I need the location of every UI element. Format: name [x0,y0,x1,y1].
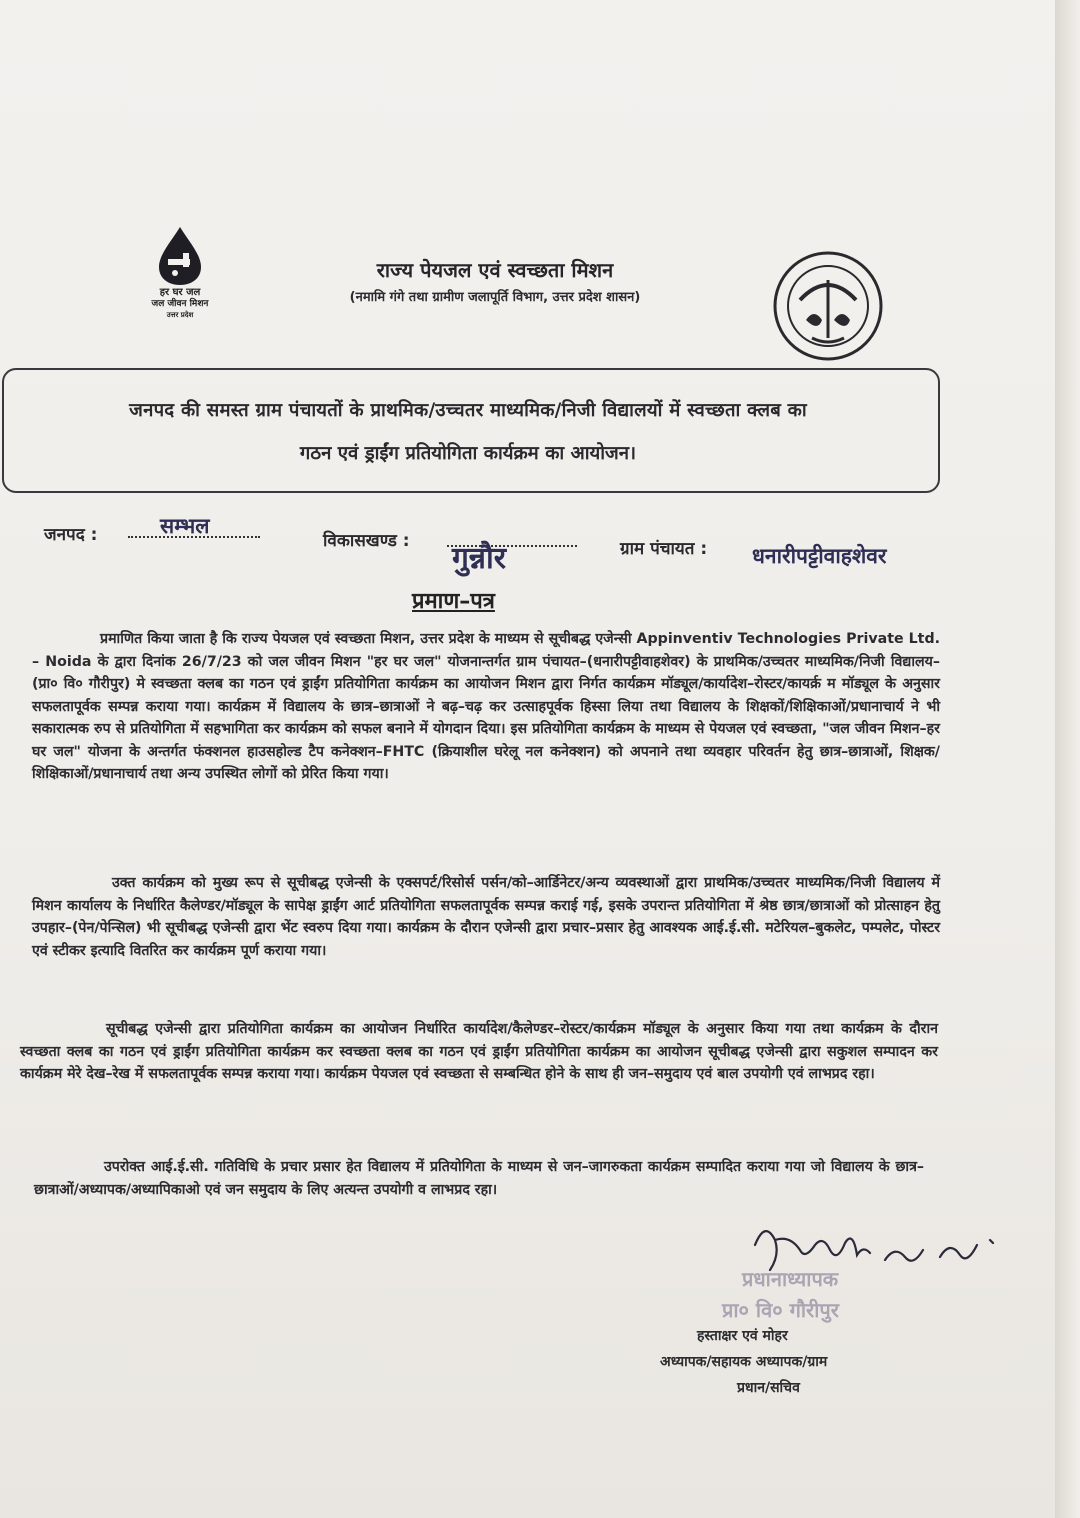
gram-panchayat-value: धनारीपट्टीवाहशेवर [752,543,887,568]
gram-panchayat-label: ग्राम पंचायत : [620,539,708,559]
janpad-value: सम्भल [160,513,210,538]
body-paragraph-1: प्रमाणित किया जाता है कि राज्य पेयजल एवं स्वच्छता मिशन, उत्तर प्रदेश के माध्यम से सूचीबद्ध एजेन्सी Appinventiv Technologies Private Ltd. – Noida के द्वारा दिनांक 26/7/23 को जल जीवन मिशन "हर घर जल" योजनान्तर्गत ग्राम पंचायत–(धनारीपट्टीवाहशेवर) के प्राथमिक/उच्चतर माध्यमिक/निजी विद्यालय–(प्रा० वि० गौरीपुर) मे स्वच्छता क्लब का गठन एवं ड्राईंग प्रतियोगिता कार्यक्रम का आयोजन मिशन द्वारा निर्गत कार्यक्रम मॉड्यूल/कार्यादेश–रोस्टर/कायर्क्र म मॉड्यूल के अनुसार सफलतापूर्वक सम्पन्न कराया गया। कार्यक्रम में विद्यालय के छात्र–छात्राओं ने बढ़–चढ़ कर उत्साहपूर्वक हिस्सा लिया तथा विद्यालय के शिक्षकों/शिक्षिकाओं/प्रधानाचार्य ने भी सकारात्मक रुप से प्रतियोगिता में सहभागिता कर कार्यक्रम को सफल बनाने में योगदान दिया। इस प्रतियोगिता कार्यक्रम के माध्यम से पेयजल एवं स्वच्छता, "जल जीवन मिशन–हर घर जल" योजना के अन्तर्गत फंक्शनल हाउसहोल्ड टैप कनेक्शन–FHTC (क्रियाशील घरेलू नल कनेक्शन) को अपनाने तथा व्यवहार परिवर्तन हेतु छात्र–छात्राओं, शिक्षक/शिक्षिकाओं/प्रधानाचार्य तथा अन्य उपस्थित लोगों को प्रेरित किया गया। [32,631,940,782]
signature-designation-line-2: प्रधान/सचिव [737,1380,800,1396]
mission-title: राज्य पेयजल एवं स्वच्छता मिशन [376,258,614,282]
vikaskhand-value: गुन्नौर [452,541,507,576]
subject-line-2: गठन एवं ड्राईंग प्रतियोगिता कार्यक्रम का आयोजन। [299,443,637,464]
subject-box [2,368,940,493]
handwritten-signature [745,1215,1015,1285]
up-government-seal [772,250,884,362]
water-drop-tap-icon [135,225,225,287]
mission-subtitle: (नमामि गंगे तथा ग्रामीण जलापूर्ति विभाग, उत्तर प्रदेश शासन) [349,290,641,305]
logo-caption-2: जल जीवन मिशन [151,299,209,309]
stamp-school: प्रा० वि० गौरीपुर [722,1298,839,1322]
signature-seal-label: हस्ताक्षर एवं मोहर [697,1328,788,1344]
seal-emblem-icon [772,250,884,362]
body-paragraph-4: उपरोक्त आई.ई.सी. गतिविधि के प्रचार प्रसार हेत विद्यालय में प्रतियोगिता के माध्यम से जन–जागरुकता कार्यक्रम सम्पादित कराया गया जो विद्यालय के छात्र–छात्राओं/अध्यापक/अध्यापिकाओ एवं जन समुदाय के लिए अत्यन्त उपयोगी व लाभप्रद रहा। [34,1159,924,1198]
logo-caption-3: उत्तर प्रदेश [166,311,194,319]
logo-caption-1: हर घर जल [159,287,201,298]
paper-edge [1055,0,1080,1518]
janpad-label: जनपद : [44,525,98,545]
subject-line-1: जनपद की समस्त ग्राम पंचायतों के प्राथमिक/उच्चतर माध्यमिक/निजी विद्यालयों में स्वच्छता क्लब का [129,400,807,421]
body-paragraph-3: सूचीबद्ध एजेन्सी द्वारा प्रतियोगिता कार्यक्रम का आयोजन निर्धारित कार्यादेश/कैलेण्डर–रोस्टर/कार्यक्रम मॉड्यूल के अनुसार किया गया तथा कार्यक्रम के दौरान स्वच्छता क्लब का गठन एवं ड्राईंग प्रतियोगिता कार्यक्रम कर स्वच्छता क्लब का गठन एवं ड्राईंग प्रतियोगिता कार्यक्रम का आयोजन सूचीबद्ध एजेन्सी द्वारा सकुशल सम्पादन कर कार्यक्रम मेरे देख–रेख में सफलतापूर्वक सम्पन्न कराया गया। कार्यक्रम पेयजल एवं स्वच्छता से सम्बन्धित होने के साथ ही जन–समुदाय एवं बाल उपयोगी एवं लाभप्रद रहा। [20,1021,938,1082]
signature-designation-line-1: अध्यापक/सहायक अध्यापक/ग्राम [660,1354,828,1370]
stamp-designation: प्रधानाध्यापक [742,1267,839,1291]
certificate-heading: प्रमाण–पत्र [412,589,495,614]
body-paragraph-2: उक्त कार्यक्रम को मुख्य रूप से सूचीबद्ध एजेन्सी के एक्सपर्ट/रिसोर्स पर्सन/को–आर्डिनेटर/अन्य व्यवस्थाओं द्वारा प्राथमिक/उच्चतर माध्यमिक/निजी विद्यालय में मिशन कार्यालय के निर्धारित कैलेण्डर/मॉड्यूल के सापेक्ष ड्राईंग आर्ट प्रतियोगिता सफलतापूर्वक सम्पन्न कराई गई, इसके उपरान्त प्रतियोगिता में श्रेष्ठ छात्र/छात्राओं को प्रोत्साहन हेतु उपहार–(पेन/पेन्सिल) भी सूचीबद्ध एजेन्सी द्वारा भेंट स्वरुप दिया गया। कार्यक्रम के दौरान एजेन्सी द्वारा प्रचार–प्रसार हेतु आवश्यक आई.ई.सी. मटेरियल–बुकलेट, पम्पलेट, पोस्टर एवं स्टीकर इत्यादि वितरित कर कार्यक्रम पूर्ण कराया गया। [32,875,940,959]
har-ghar-jal-logo [135,225,225,320]
vikaskhand-label: विकासखण्ड : [323,531,410,551]
